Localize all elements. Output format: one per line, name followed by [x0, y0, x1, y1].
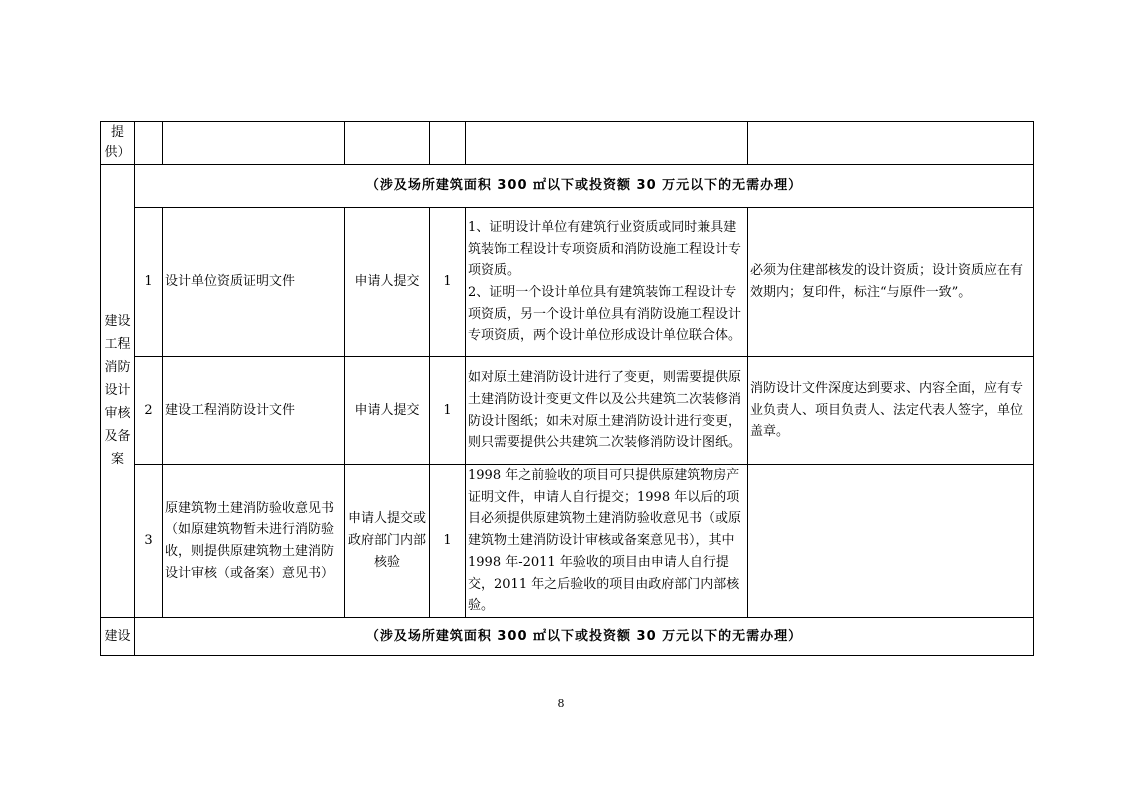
exemption-banner: （涉及场所建筑面积 300 ㎡以下或投资额 30 万元以下的无需办理）	[135, 617, 1034, 655]
item-number: 1	[135, 208, 163, 357]
item-requirement	[748, 465, 1034, 618]
category-cell: 提供）	[101, 122, 135, 165]
table-row	[101, 208, 1034, 357]
item-name: 建设工程消防设计文件	[163, 357, 345, 465]
empty-cell	[163, 122, 345, 165]
empty-cell	[748, 122, 1034, 165]
materials-table	[100, 121, 1034, 656]
item-notes: 如对原土建消防设计进行了变更，则需要提供原土建消防设计变更文件以及公共建筑二次装修消防设计图纸；如未对原土建消防设计进行变更，则只需要提供公共建筑二次装修消防设计图纸。	[466, 357, 748, 465]
table-row	[101, 122, 1034, 165]
item-number: 3	[135, 465, 163, 618]
table-row	[101, 465, 1034, 618]
item-name: 原建筑物土建消防验收意见书（如原建筑物暂未进行消防验收，则提供原建筑物土建消防设计审核（或备案）意见书）	[163, 465, 345, 618]
item-notes: 1、证明设计单位有建筑行业资质或同时兼具建筑装饰工程设计专项资质和消防设施工程设计专项资质。 2、证明一个设计单位具有建筑装饰工程设计专项资质，另一个设计单位具有消防设施工程设计专项资质，两个设计单位形成设计单位联合体。	[466, 208, 748, 357]
item-count: 1	[430, 208, 466, 357]
banner-row	[101, 165, 1034, 208]
banner-row	[101, 617, 1034, 655]
table-row	[101, 357, 1034, 465]
empty-cell	[135, 122, 163, 165]
item-source: 申请人提交	[345, 357, 430, 465]
item-name: 设计单位资质证明文件	[163, 208, 345, 357]
item-source: 申请人提交	[345, 208, 430, 357]
empty-cell	[345, 122, 430, 165]
item-number: 2	[135, 357, 163, 465]
category-cell: 建设工程消防设计审核及备案	[101, 165, 135, 618]
item-source: 申请人提交或政府部门内部核验	[345, 465, 430, 618]
item-notes: 1998 年之前验收的项目可只提供原建筑物房产证明文件，申请人自行提交；1998 年以后的项目必须提供原建筑物土建消防验收意见书（或原建筑物土建消防设计审核或备案意见书），其中 1998 年-2011 年验收的项目由申请人自行提交，2011 年之后验收的项目由政府部门内部核验。	[466, 465, 748, 618]
category-cell: 建设	[101, 617, 135, 655]
item-count: 1	[430, 465, 466, 618]
item-requirement: 消防设计文件深度达到要求、内容全面，应有专业负责人、项目负责人、法定代表人签字，单位盖章。	[748, 357, 1034, 465]
empty-cell	[466, 122, 748, 165]
exemption-banner: （涉及场所建筑面积 300 ㎡以下或投资额 30 万元以下的无需办理）	[135, 165, 1034, 208]
page-number: 8	[557, 697, 565, 710]
empty-cell	[430, 122, 466, 165]
item-requirement: 必须为住建部核发的设计资质；设计资质应在有效期内；复印件，标注“与原件一致”。	[748, 208, 1034, 357]
item-count: 1	[430, 357, 466, 465]
